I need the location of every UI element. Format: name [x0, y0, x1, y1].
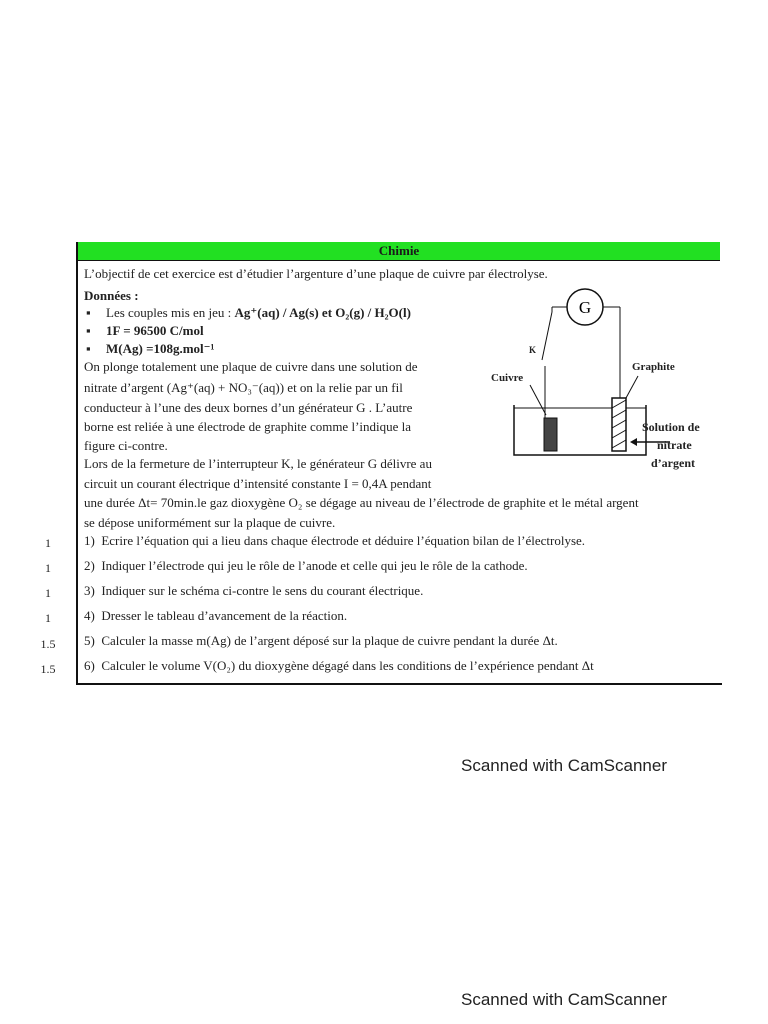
paragraph-line: circuit un courant électrique d’intensité constante I = 0,4A pendant [84, 476, 432, 491]
question-number: 5) [84, 633, 95, 648]
graphite-pointer [626, 376, 638, 398]
question-mark: 1 [45, 536, 51, 550]
question-text: Ecrire l’équation qui a lieu dans chaque électrode et déduire l’équation bilan de l’électrolyse. [101, 533, 586, 548]
bullet-couples-value: Ag⁺(aq) / Ag(s) et O₂(g) / H₂O(l) [234, 305, 411, 320]
question-item [84, 633, 558, 649]
paragraph-line: Lors de la fermeture de l’interrupteur K, le générateur G délivre au [84, 456, 432, 471]
question-number: 4) [84, 608, 95, 623]
solution-label-3: d’argent [651, 456, 695, 470]
question-text: Indiquer sur le schéma ci-contre le sens du courant électrique. [101, 583, 424, 598]
donnees-label: Données : [84, 288, 139, 303]
question-item [84, 558, 528, 574]
question-mark: 1 [45, 611, 51, 625]
section-header: Chimie [78, 242, 720, 261]
question-number: 3) [84, 583, 95, 598]
graphite-label: Graphite [632, 361, 675, 373]
frame-bottom-border [76, 683, 722, 685]
question-mark: 1.5 [40, 637, 56, 651]
question-item [84, 608, 347, 624]
question-number: 6) [84, 658, 95, 673]
question-item [84, 583, 423, 599]
generator-symbol: G [578, 298, 592, 317]
question-text: Calculer la masse m(Ag) de l’argent déposé sur la plaque de cuivre pendant la durée Δt. [101, 633, 558, 648]
switch-label: K [529, 345, 537, 355]
paragraph-line: figure ci-contre. [84, 438, 168, 453]
cuivre-label: Cuivre [491, 372, 524, 384]
question-number: 2) [84, 558, 95, 573]
bullet-dot: ▪ [86, 305, 91, 320]
question-item [84, 658, 594, 674]
question-number: 1) [84, 533, 95, 548]
bullet-faraday: 1F = 96500 C/mol [106, 323, 204, 338]
copper-plate [544, 418, 557, 451]
solution-arrowhead [630, 438, 637, 446]
camscanner-watermark-bottom: Scanned with CamScanner [461, 990, 668, 1009]
solution-label-2: nitrate [657, 438, 692, 452]
solution-label-1: Solution de [642, 420, 700, 434]
question-mark: 1 [45, 586, 51, 600]
paragraph-line: borne est reliée à une électrode de graphite comme l’indique la [84, 419, 412, 434]
question-mark: 1 [45, 561, 51, 575]
bullet-couples-prefix: Les couples mis en jeu : [106, 305, 235, 320]
bullet-couples [106, 305, 411, 321]
question-text: Calculer le volume V(O₂) du dioxygène dégagé dans les conditions de l’expérience pendant Δt [101, 658, 594, 673]
cuivre-pointer [530, 385, 546, 415]
intro-text: L’objectif de cet exercice est d’étudier l’argenture d’une plaque de cuivre par électrolyse. [84, 266, 548, 281]
question-text: Indiquer l’électrode qui jeu le rôle de l’anode et celle qui jeu le rôle de la cathode. [101, 558, 528, 573]
paragraph-line: une durée Δt= 70min.le gaz dioxygène O₂ se dégage au niveau de l’électrode de graphite et le métal argent [84, 495, 639, 510]
question-item [84, 533, 585, 549]
bullet-dot: ▪ [86, 341, 91, 356]
bullet-molar-mass: M(Ag) =108g.mol⁻¹ [106, 341, 215, 356]
paragraph-line: On plonge totalement une plaque de cuivre dans une solution de [84, 359, 418, 374]
paragraph-line: se dépose uniformément sur la plaque de cuivre. [84, 515, 336, 530]
bullet-dot: ▪ [86, 323, 91, 338]
paragraph-line: conducteur à l’une des deux bornes d’un générateur G . L’autre [84, 400, 413, 415]
question-text: Dresser le tableau d’avancement de la réaction. [101, 608, 348, 623]
switch-blade [542, 312, 552, 360]
camscanner-watermark: Scanned with CamScanner [461, 756, 668, 775]
paragraph-line: nitrate d’argent (Ag⁺(aq) + NO₃⁻(aq)) et on la relie par un fil [84, 380, 403, 395]
question-mark: 1.5 [40, 662, 56, 676]
frame-left-border [76, 242, 78, 684]
